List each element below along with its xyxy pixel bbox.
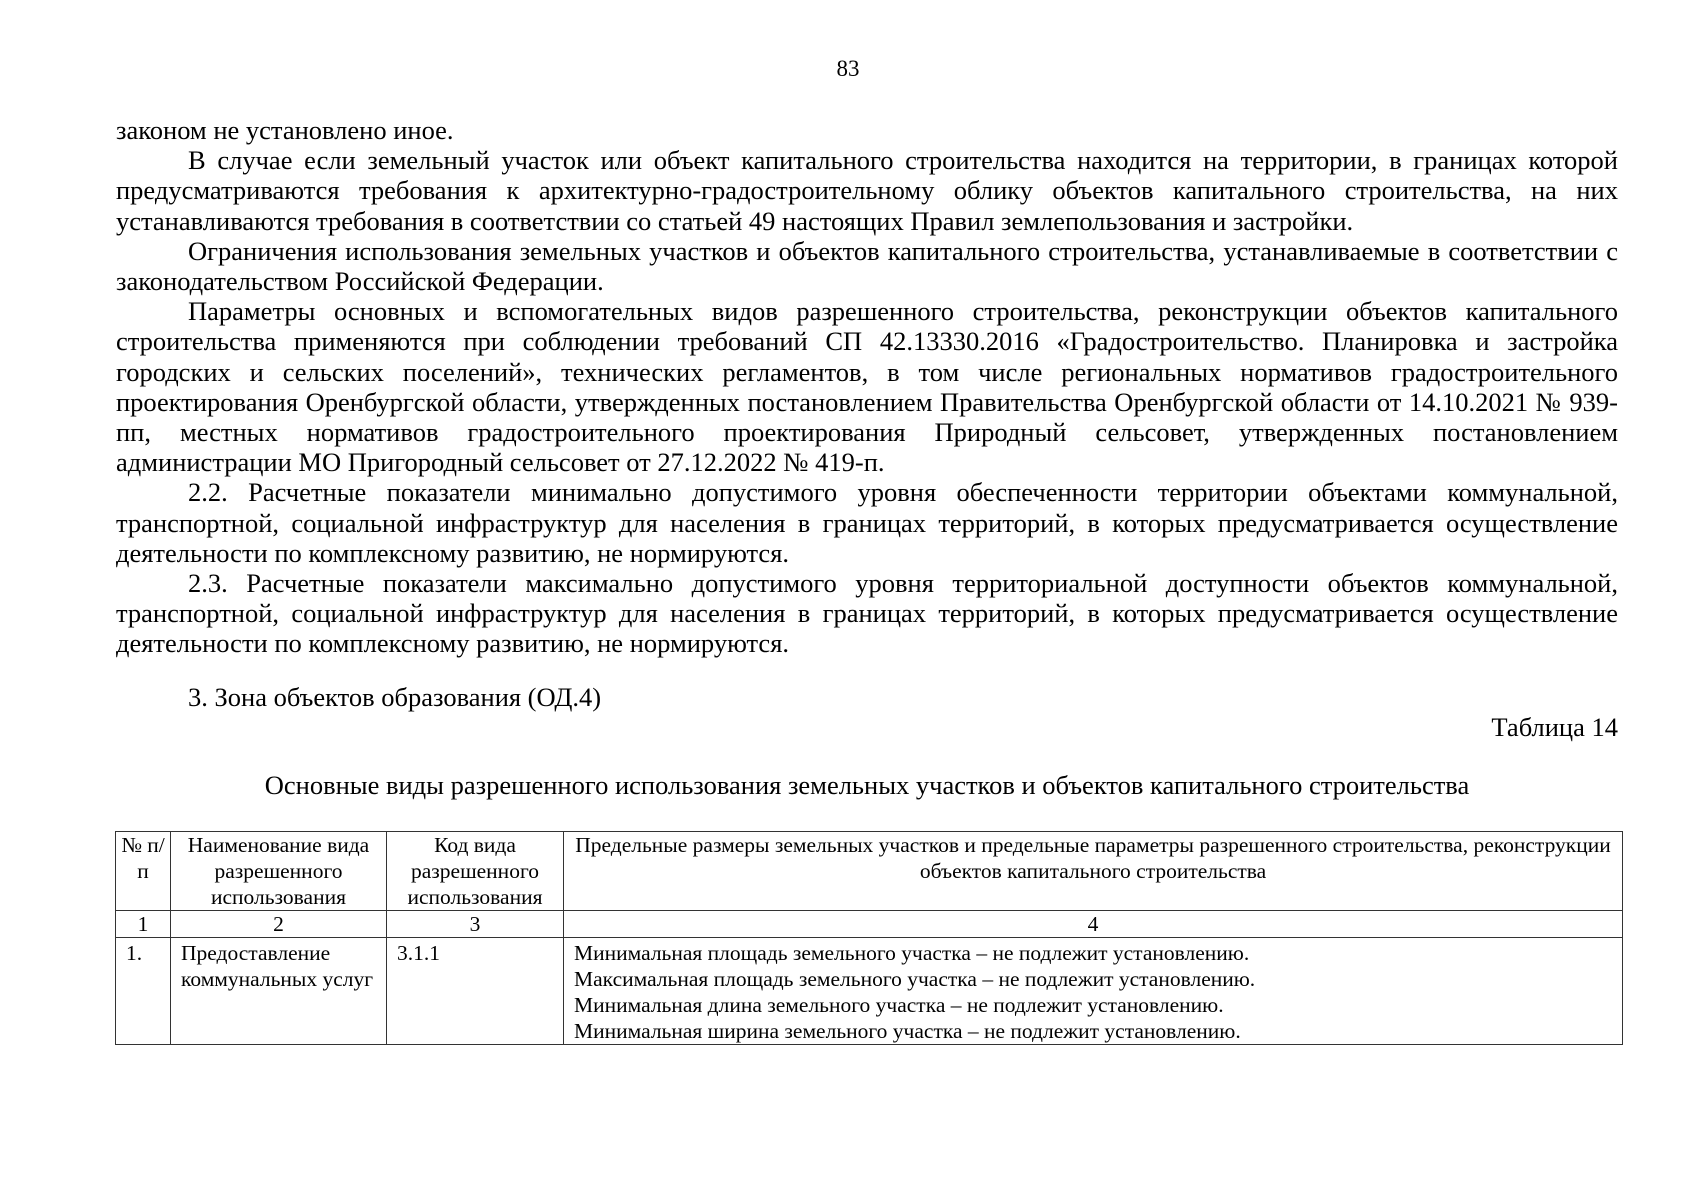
header-code: Код вида разрешенного использования [387, 832, 564, 911]
zone-table [115, 831, 1623, 1045]
param-line: Минимальная площадь земельного участка – не подлежит установлению. [574, 941, 1250, 965]
table-caption: Таблица 14 [1491, 712, 1618, 742]
paragraph: 2.3. Расчетные показатели максимально допустимого уровня территориальной доступности объектов коммунальной, транспортной, социальной инфраструктур для населения в границах территорий, в которых предусматривается осуществление деятельности по комплексному развитию, не нормируются. [116, 568, 1618, 659]
param-line: Минимальная ширина земельного участка – не подлежит установлению. [574, 1019, 1241, 1043]
table-title: Основные виды разрешенного использования земельных участков и объектов капитального строительства [264, 770, 1470, 800]
column-number: 4 [564, 911, 1623, 938]
header-name: Наименование вида разрешенного использования [171, 832, 387, 911]
column-number: 3 [387, 911, 564, 938]
param-line: Минимальная длина земельного участка – не подлежит установлению. [574, 993, 1224, 1017]
section-heading: 3. Зона объектов образования (ОД.4) [188, 682, 602, 712]
paragraph: Ограничения использования земельных участков и объектов капитального строительства, устанавливаемые в соответствии с законодательством Российской Федерации. [116, 235, 1618, 297]
table-row [116, 938, 1623, 1045]
paragraph: В случае если земельный участок или объект капитального строительства находится на территории, в границах которой предусматриваются требования к архитектурно-градостроительному облику объектов капитального строительства, на них устанавливаются требования в соответствии со статьей 49 настоящих Правил землепользования и застройки. [116, 145, 1618, 236]
paragraph: Параметры основных и вспомогательных видов разрешенного строительства, реконструкции объектов капитального строительства применяются при соблюдении требований СП 42.13330.2016 «Градостроительство. Планировка и застройка городских и сельских поселений», технических регламентов, в том числе региональных нормативов градостроительного проектирования Оренбургской области, утвержденных постановлением Правительства Оренбургской области от 14.10.2021 № 939-пп, местных нормативов градостроительного проектирования Природный сельсовет, утвержденных постановлением администрации МО Пригородный сельсовет от 27.12.2022 № 419-п. [116, 296, 1618, 478]
row-code: 3.1.1 [387, 938, 564, 1045]
row-num: 1. [116, 938, 171, 1045]
paragraph: 2.2. Расчетные показатели минимально допустимого уровня обеспеченности территории объектами коммунальной, транспортной, социальной инфраструктур для населения в границах территорий, в которых предусматривается осуществление деятельности по комплексному развитию, не нормируются. [116, 477, 1618, 568]
paragraph: законом не установлено иное. [116, 115, 454, 145]
table-header-row [116, 832, 1623, 911]
header-num: № п/п [116, 832, 171, 911]
body-text [116, 115, 1618, 659]
param-line: Максимальная площадь земельного участка – не подлежит установлению. [574, 967, 1256, 991]
row-name: Предоставление коммунальных услуг [171, 938, 387, 1045]
page-number: 83 [836, 56, 860, 81]
column-number: 1 [116, 911, 171, 938]
column-number: 2 [171, 911, 387, 938]
column-number-row [116, 911, 1623, 938]
row-params [564, 938, 1623, 1045]
header-params: Предельные размеры земельных участков и предельные параметры разрешенного строительства, реконструкции объектов капитального строительства [564, 832, 1623, 911]
